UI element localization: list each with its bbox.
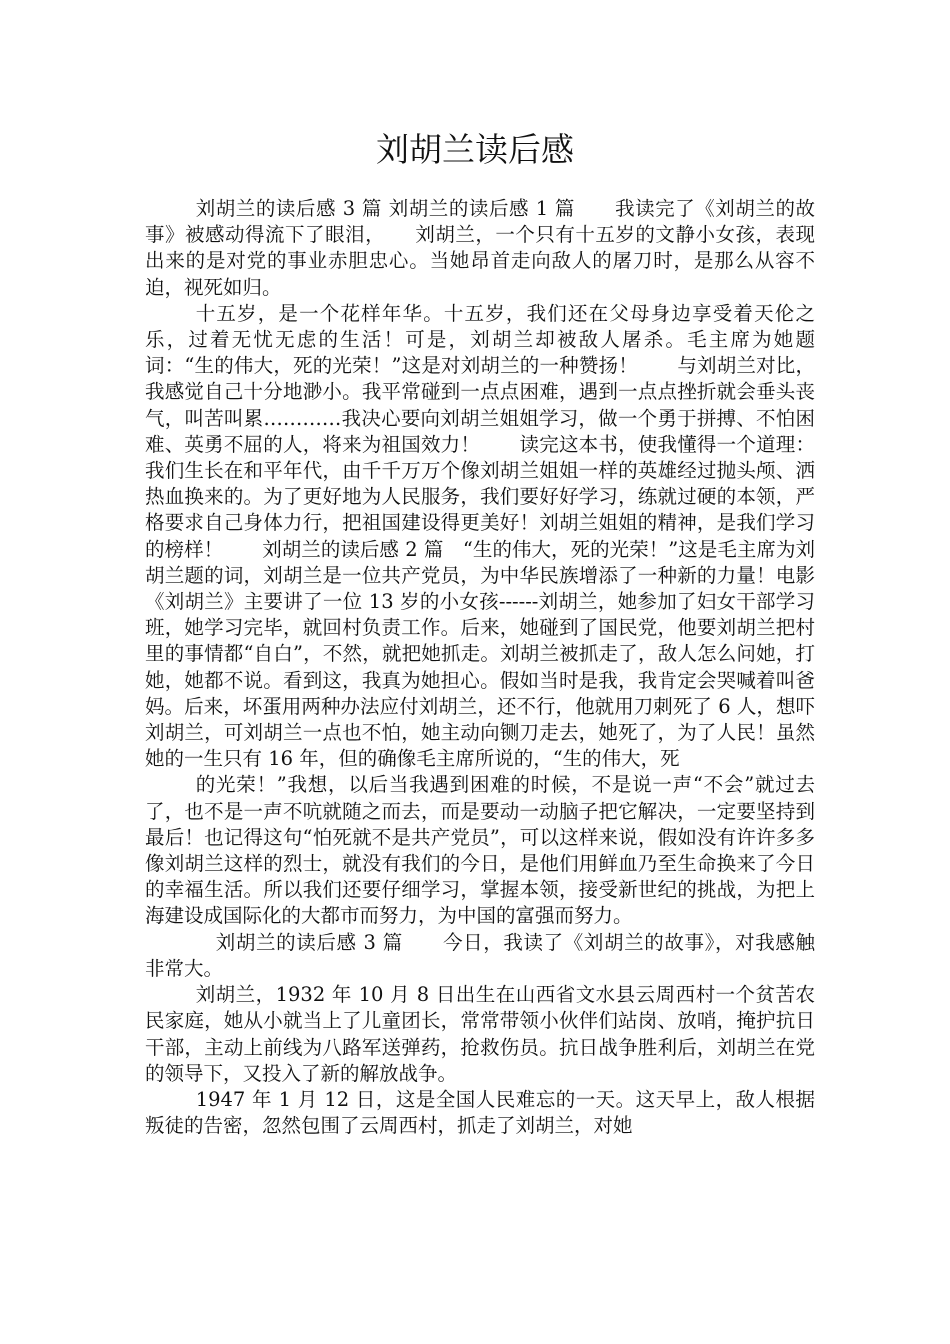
paragraph-4: 刘胡兰的读后感 3 篇 今日，我读了《刘胡兰的故事》，对我感触非常大。 [145,930,815,980]
paragraph-3: 的光荣！”我想，以后当我遇到困难的时候，不是说一声“不会”就过去了，也不是一声不吭就随之而去，而是要动一动脑子把它解决，一定要坚持到最后！也记得这句“怕死就不是共产党员”，可以这样来说，假如没有许许多多像刘胡兰这样的烈士，就没有我们的今日，是他们用鲜血乃至生命换来了今日的幸福生活。所以我们还要仔细学习，掌握本领，接受新世纪的挑战，为把上海建设成国际化的大都市而努力，为中国的富强而努力。 [145,773,815,928]
document-body [145,196,815,1139]
paragraph-5: 刘胡兰，1932 年 10 月 8 日出生在山西省文水县云周西村一个贫苦农民家庭，她从小就当上了儿童团长，常常带领小伙伴们站岗、放哨，掩护抗日干部，主动上前线为八路军送弹药，抢救伤员。抗日战争胜利后，刘胡兰在党的领导下，又投入了新的解放战争。 [145,983,815,1085]
document-title: 刘胡兰读后感 [376,130,574,169]
paragraph-2: 十五岁，是一个花样年华。十五岁，我们还在父母身边享受着天伦之乐，过着无忧无虑的生活！可是，刘胡兰却被敌人屠杀。毛主席为她题词：“生的伟大，死的光荣！”这是对刘胡兰的一种赞扬！ 与刘胡兰对比，我感觉自己十分地渺小。我平常碰到一点点困难，遇到一点点挫折就会垂头丧气，叫苦叫累…………我决心要向刘胡兰姐姐学习，做一个勇于拼搏、不怕困难、英勇不屈的人，将来为祖国效力！ 读完这本书，使我懂得一个道理：我们生长在和平年代，由千千万万个像刘胡兰姐姐一样的英雄经过抛头颅、洒热血换来的。为了更好地为人民服务，我们要好好学习，练就过硬的本领，严格要求自己身体力行，把祖国建设得更美好！刘胡兰姐姐的精神，是我们学习的榜样！ 刘胡兰的读后感 2 篇 “生的伟大，死的光荣！”这是毛主席为刘胡兰题的词，刘胡兰是一位共产党员，为中华民族增添了一种新的力量！电影《刘胡兰》主要讲了一位 13 岁的小女孩------刘胡兰，她参加了妇女干部学习班，她学习完毕，就回村负责工作。后来，她碰到了国民党，他要刘胡兰把村里的事情都“自白”，不然，就把她抓走。刘胡兰被抓走了，敌人怎么问她，打她，她都不说。看到这，我真为她担心。假如当时是我，我肯定会哭喊着叫爸妈。后来，坏蛋用两种办法应付刘胡兰，还不行，他就用刀刺死了 6 人，想吓刘胡兰，可刘胡兰一点也不怕，她主动向铡刀走去，她死了，为了人民！虽然她的一生只有 16 年，但的确像毛主席所说的，“生的伟大，死 [145,301,815,771]
paragraph-1: 刘胡兰的读后感 3 篇 刘胡兰的读后感 1 篇 我读完了《刘胡兰的故事》被感动得流下了眼泪， 刘胡兰，一个只有十五岁的文静小女孩，表现出来的是对党的事业赤胆忠心。当她昂首走向敌人的屠刀时，是那么从容不迫，视死如归。 [145,197,815,299]
paragraph-6: 1947 年 1 月 12 日，这是全国人民难忘的一天。这天早上，敌人根据叛徒的告密，忽然包围了云周西村，抓走了刘胡兰，对她 [145,1087,815,1138]
